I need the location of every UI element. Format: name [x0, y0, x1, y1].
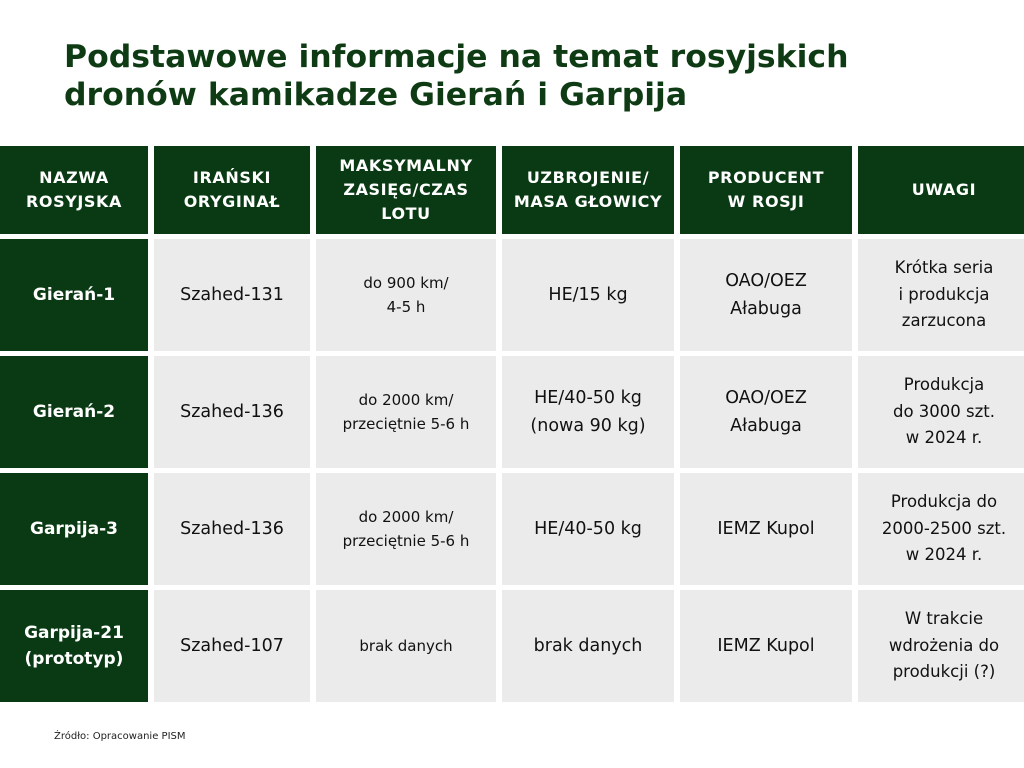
- table-row-3-notes: Produkcja do 2000-2500 szt. w 2024 r.: [858, 473, 1024, 585]
- table-row-3-armament: HE/40-50 kg: [502, 473, 674, 585]
- table-row-3-producer: IEMZ Kupol: [680, 473, 852, 585]
- column-header-max-range: MAKSYMALNY ZASIĘG/CZAS LOTU: [316, 146, 496, 234]
- table-row-1-notes: Krótka seria i produkcja zarzucona: [858, 239, 1024, 351]
- table-row-2-name: Gierań-2: [0, 356, 148, 468]
- table-row-1-producer: OAO/OEZ Ałabuga: [680, 239, 852, 351]
- page-title-line-1: Podstawowe informacje na temat rosyjskich: [64, 39, 849, 75]
- table-row-4-range: brak danych: [316, 590, 496, 702]
- table-row-4-producer: IEMZ Kupol: [680, 590, 852, 702]
- source-note: Źródło: Opracowanie PISM: [54, 731, 186, 742]
- table-row-1-armament: HE/15 kg: [502, 239, 674, 351]
- page-title-line-2: dronów kamikadze Gierań i Garpija: [64, 77, 688, 113]
- table-row-3-name: Garpija-3: [0, 473, 148, 585]
- table-row-4-name: Garpija-21 (prototyp): [0, 590, 148, 702]
- table-row-2-armament: HE/40-50 kg (nowa 90 kg): [502, 356, 674, 468]
- drone-info-table: [0, 146, 1024, 702]
- table-row-2-producer: OAO/OEZ Ałabuga: [680, 356, 852, 468]
- table-row-2-original: Szahed-136: [154, 356, 310, 468]
- table-row-1-original: Szahed-131: [154, 239, 310, 351]
- column-header-producer: PRODUCENT W ROSJI: [680, 146, 852, 234]
- table-row-4-armament: brak danych: [502, 590, 674, 702]
- table-row-1-range: do 900 km/ 4-5 h: [316, 239, 496, 351]
- column-header-russian-name: NAZWA ROSYJSKA: [0, 146, 148, 234]
- table-row-4-original: Szahed-107: [154, 590, 310, 702]
- column-header-notes: UWAGI: [858, 146, 1024, 234]
- column-header-iranian-original: IRAŃSKI ORYGINAŁ: [154, 146, 310, 234]
- page-title: [64, 38, 984, 114]
- table-row-4-notes: W trakcie wdrożenia do produkcji (?): [858, 590, 1024, 702]
- table-row-3-original: Szahed-136: [154, 473, 310, 585]
- column-header-armament: UZBROJENIE/ MASA GŁOWICY: [502, 146, 674, 234]
- table-row-1-name: Gierań-1: [0, 239, 148, 351]
- table-row-3-range: do 2000 km/ przeciętnie 5-6 h: [316, 473, 496, 585]
- table-row-2-range: do 2000 km/ przeciętnie 5-6 h: [316, 356, 496, 468]
- table-row-2-notes: Produkcja do 3000 szt. w 2024 r.: [858, 356, 1024, 468]
